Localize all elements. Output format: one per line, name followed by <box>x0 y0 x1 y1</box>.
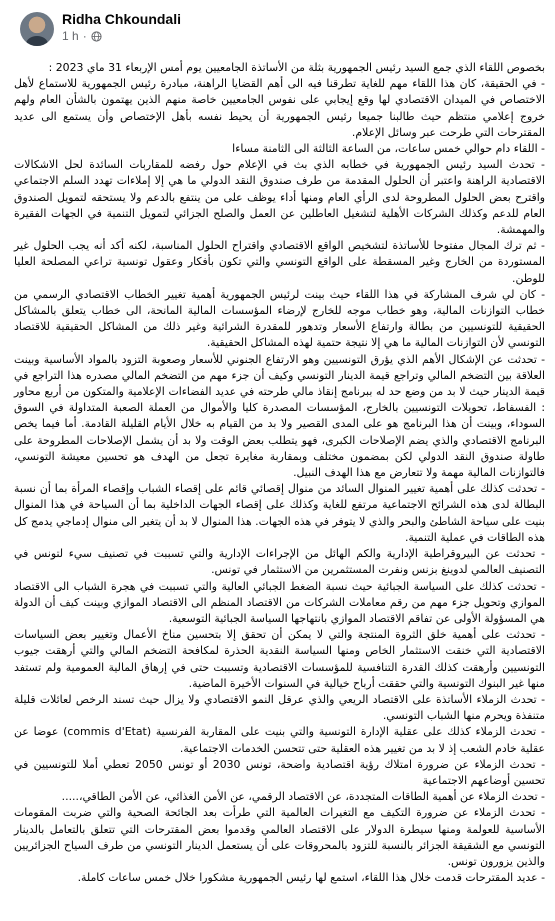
post-paragraph: - تحدثت كذلك على السياسة الجبائية حيث نسبة الضغط الجبائي العالية والتي تسببت في هجرة الشباب الى الاقتصاد الموازي وتحويل جزء مهم من رقم معاملات الشركات من الاقتصاد المنظم الى الاقتصاد الموازي وبينت كيف أن الدولة هي المسؤولة الأولى عن تفاقم الاقتصاد الموازي بانتهاجها السياسة الجبائية التوسعية. <box>14 579 545 625</box>
post-paragraph: - ثم ترك المجال مفتوحا للأساتذة لتشخيص الواقع الاقتصادي واقتراح الحلول المناسبة، لكنه أكد أنه يجب الحلول غير المستوردة من الخارج وغير المسقطة على الواقع التونسي والتي تكون بأفكار وعقول تونسية تراعي المصلحة العليا للوطن. <box>14 239 545 285</box>
post-paragraph: - تحدثت عن البيروقراطية الإدارية والكم الهائل من الإجراءات الإدارية والتي تسببت في تصنيف سيء لتونس في التصنيف العالمي لدوينغ بزنس ونفرت المستثمرين من الاستثمار في تونس. <box>14 547 545 577</box>
post-paragraph: - تحدث الزملاء عن أهمية الطاقات المتجددة، عن الاقتصاد الرقمي، عن الأمن الغذائي، عن الأمن الطاقي،..... <box>61 790 545 804</box>
post-paragraph: - عديد المقترحات قدمت خلال هذا اللقاء، استمع لها رئيس الجمهورية مشكورا خلال خمس ساعات كاملة. <box>77 871 545 885</box>
post-paragraph: - تحدث الزملاء كذلك على عقلية الإدارة التونسية والتي بنيت على المقاربة الفرنسية (commis d'Etat) عوضا عن عقلية خادم الشعب إذ لا بد من تغيير هذه العقلية حتى تتحسن الخدمات الاجتماعية. <box>14 725 545 755</box>
post-paragraph: - تحدثت عن الإشكال الأهم الذي يؤرق التونسيين وهو الارتفاع الجنوني للأسعار وصعوبة التزود بالمواد الأساسية وبينت العلاقة بين التضخم المالي وتراجع قيمة الدينار التونسي وكيف أن جزء مهم من التضخم المالي مصدره هذا التراجع في قيمة الدينار حيث لا بد من وضع حد له ببرنامج إنقاذ مالي طرحته في عديد الفضاءات الإعلامية والمتكون من أربع محاور : الفسفاط، تحويلات التونسيين بالخارج، المؤسسات المصدرة كليا والأموال من العملة الصعبة المتداولة في السوق السوداء، وبينت أن هذا البرنامج هو على المدى القصير ولا بد من القيام به خلال الأيام القليلة القادمة. أما فيما يخص البرنامج الاقتصادي والذي يضم الإصلاحات الكبرى، فهو يتطلب بعض الوقت ولا بد أن يشمل الإصلاحات المطروحة على طاولة صندوق النقد الدولي لكن بمضمون مختلف وبمقاربة مغايرة تجعل من الهدف هو تحسين معيشة التونسي، فالتوازنات المالية مهمة ولا تتعارض مع هذا الهدف النبيل. <box>14 352 545 480</box>
post-time[interactable]: 1 h <box>62 29 79 43</box>
post-paragraph: - تحدث الزملاء عن ضرورة امتلاك رؤية اقتصادية واضحة، تونس 2030 أو تونس 2050 تعطي أملا للتونسيين في تحسين أوضاعهم الاجتماعية <box>14 757 546 787</box>
post-body <box>14 60 545 886</box>
post-paragraph: - تحدث الزملاء الأساتذة على الاقتصاد الريعي والذي عرقل النمو الاقتصادي ولا يزال حيث تسند الرخص لعائلات قليلة متنفذة ويحرم منها الشباب التونسي. <box>14 692 545 723</box>
post-header <box>14 10 545 54</box>
meta-separator: · <box>82 29 87 43</box>
post-meta <box>62 10 181 44</box>
post-paragraph: - في الحقيقة، كان هذا اللقاء مهم للغاية تطرقنا فيه الى أهم القضايا الراهنة، مبادرة رئيس الجمهورية للاستماع لأهل الاختصاص في الميدان الاقتصادي لها وقع إيجابي على نفوس الجامعيين خاصة منهم الذين يهتمون بالشأن العام ولهم خروج إعلامي منتظم حيث طالبنا جميعا رئيس الجمهورية أن يحيط نفسه بأهل الإختصاص وأن يستمع الى عديد المقترحات التي طرحت عبر وسائل الإعلام. <box>14 77 545 139</box>
post-paragraph: - تحدثت كذلك على أهمية تغيير المنوال السائد من منوال إقصائي قائم على إقصاء الشباب وإقصاء المرأة بما أن نسبة البطالة لدى هذه الشرائح الاجتماعية مرتفع للغاية وكذلك على إقصاء الجهات الداخلية بما أن السياحة في هذا المنوال بنيت على سياحة الشاطئ والبحر والذي لا يتوفر في هذه الجهات. هذا المنوال لا بد أن يتغير الى منوال إدماجي يدمج كل هذه الطاقات في عملية التنمية. <box>14 482 545 544</box>
post-paragraph: - تحدثت على أهمية خلق الثروة المنتجة والتي لا يمكن أن تحقق إلا بتحسين مناخ الأعمال وتغيير بعض السياسات الاقتصادية التي خنقت الاستثمار الخاص ومنها السياسة النقدية الحذرة لمكافحة التضخم المالي والتي أرهقت جيوب التونسيين وأرهقت كذلك القدرة التنافسية للمؤسسات الاقتصادية وتسببت حتى في إرهاق المالية العمومية ولم تستفد منها غير البنوك التونسية والتي حققت أرباح خيالية في السنوات الأخيرة الماضية. <box>14 628 545 690</box>
post-paragraph: - اللقاء دام حوالي خمس ساعات، من الساعة الثالثة الى الثامنة مساءا <box>232 142 545 156</box>
post-paragraph: - تحدث السيد رئيس الجمهورية في خطابه الذي بث في الإعلام حول رفضه للمقاربات السائدة لحل الاشكالات الاقتصادية الراهنة واعتبر أن الحلول المقدمة من طرف صندوق النقد الدولي ما هي إلا إملاءات تهدد السلم الاجتماعي واقترح بعض الحلول المطروحة لدى الرأي العام ومنها أداء يوظف على من ينتفع بالدعم ولا يستحقه لتمويل الصندوق العام للدعم وكذلك الشركات الأهلية لتشغيل العاطلين عن العمل والصلح الجزائي لتمويل التنمية في الجهات الفقيرة والمهمشة. <box>14 158 545 237</box>
post-paragraph: - كان لي شرف المشاركة في هذا اللقاء حيث بينت لرئيس الجمهورية أهمية تغيير الخطاب الاقتصادي الرسمي من خطاب التوازنات المالية، وهو خطاب موجه للخارج لإرضاء المؤسسات المالية المانحة، الى خطاب يتعلق بالمشاكل الحقيقية للتونسيين من بطالة وارتفاع الأسعار وتدهور للمقدرة الشرائية وغير ذلك من المشاكل الحقيقية للاقتصاد التونسي لأن التوازنات المالية ما هي إلا نتيجة حتمية لهذه المشاكل الحقيقية. <box>14 287 545 350</box>
post-paragraph: بخصوص اللقاء الذي جمع السيد رئيس الجمهورية بثلة من الأساتذة الجامعيين يوم أمس الإربعاء 31 ماي 2023 : <box>48 61 545 74</box>
globe-icon <box>91 31 102 42</box>
author-name[interactable]: Ridha Chkoundali <box>62 11 181 27</box>
post-time-row <box>62 28 181 44</box>
author-avatar[interactable] <box>20 12 54 46</box>
post-paragraph: - تحدث الزملاء عن ضرورة التكيف مع التغيرات العالمية التي طرأت بعد الجائحة الصحية والتي ضربت المقومات الأساسية للعولمة ومنها سيطرة الدولار على الاقتصاد العالمي وقدموا بعض المقترحات التي تتعلق بالتعامل بالدينار التونسي مع الشقيقة الجزائر بالنسبة للتزود بالمحروقات على أن يستعمل الدينار التونسي من طرف السياح الجزائريين والذين يزورون تونس. <box>14 806 545 868</box>
